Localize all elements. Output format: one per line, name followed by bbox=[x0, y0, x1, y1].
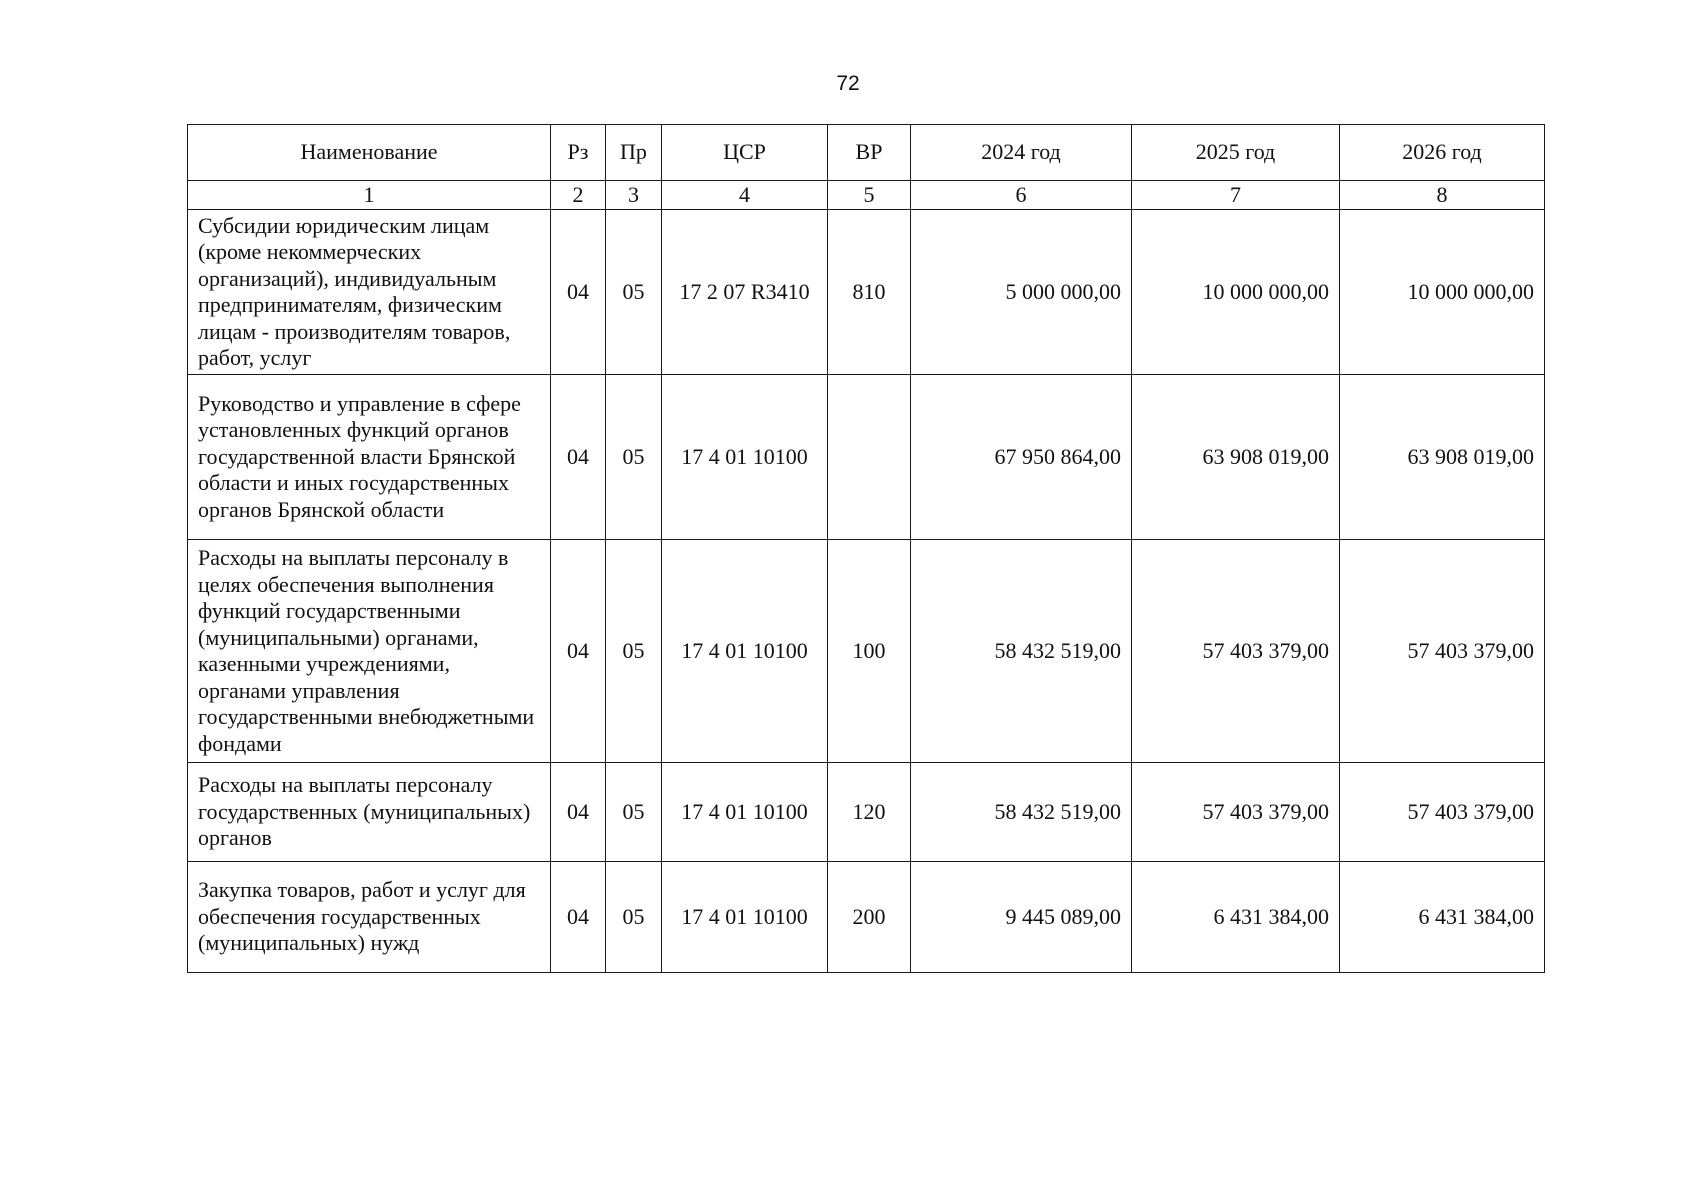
column-header-vr: ВР bbox=[828, 125, 911, 181]
row-rz: 04 bbox=[551, 862, 606, 973]
row-amount-2024: 9 445 089,00 bbox=[911, 862, 1132, 973]
row-rz: 04 bbox=[551, 375, 606, 540]
column-index: 2 bbox=[551, 181, 606, 210]
column-index-row bbox=[188, 181, 1545, 210]
table-row bbox=[188, 540, 1545, 763]
column-header-2026: 2026 год bbox=[1340, 125, 1545, 181]
column-index: 5 bbox=[828, 181, 911, 210]
row-amount-2025: 6 431 384,00 bbox=[1132, 862, 1340, 973]
row-csr: 17 4 01 10100 bbox=[662, 862, 828, 973]
column-index: 1 bbox=[188, 181, 551, 210]
row-amount-2026: 57 403 379,00 bbox=[1340, 540, 1545, 763]
row-amount-2025: 57 403 379,00 bbox=[1132, 763, 1340, 862]
column-index: 4 bbox=[662, 181, 828, 210]
row-amount-2024: 58 432 519,00 bbox=[911, 763, 1132, 862]
row-amount-2025: 57 403 379,00 bbox=[1132, 540, 1340, 763]
row-amount-2026: 57 403 379,00 bbox=[1340, 763, 1545, 862]
row-csr: 17 4 01 10100 bbox=[662, 763, 828, 862]
row-amount-2024: 5 000 000,00 bbox=[911, 210, 1132, 375]
column-index: 8 bbox=[1340, 181, 1545, 210]
row-csr: 17 4 01 10100 bbox=[662, 540, 828, 763]
page-number: 72 bbox=[836, 72, 860, 95]
row-pr: 05 bbox=[606, 763, 662, 862]
row-amount-2026: 10 000 000,00 bbox=[1340, 210, 1545, 375]
column-header-2024: 2024 год bbox=[911, 125, 1132, 181]
column-index: 6 bbox=[911, 181, 1132, 210]
row-csr: 17 2 07 R3410 bbox=[662, 210, 828, 375]
row-vr: 810 bbox=[828, 210, 911, 375]
row-vr: 200 bbox=[828, 862, 911, 973]
budget-table bbox=[187, 124, 1545, 973]
row-amount-2026: 63 908 019,00 bbox=[1340, 375, 1545, 540]
row-amount-2025: 63 908 019,00 bbox=[1132, 375, 1340, 540]
row-amount-2026: 6 431 384,00 bbox=[1340, 862, 1545, 973]
column-header-csr: ЦСР bbox=[662, 125, 828, 181]
table-row bbox=[188, 763, 1545, 862]
row-vr bbox=[828, 375, 911, 540]
table-row bbox=[188, 375, 1545, 540]
column-header-rz: Рз bbox=[551, 125, 606, 181]
table-row bbox=[188, 862, 1545, 973]
row-vr: 100 bbox=[828, 540, 911, 763]
row-rz: 04 bbox=[551, 763, 606, 862]
row-pr: 05 bbox=[606, 540, 662, 763]
row-pr: 05 bbox=[606, 862, 662, 973]
column-header-pr: Пр bbox=[606, 125, 662, 181]
column-index: 7 bbox=[1132, 181, 1340, 210]
row-name: Расходы на выплаты персоналу государственных (муниципальных) органов bbox=[188, 763, 551, 862]
row-csr: 17 4 01 10100 bbox=[662, 375, 828, 540]
row-pr: 05 bbox=[606, 375, 662, 540]
column-header-2025: 2025 год bbox=[1132, 125, 1340, 181]
table-row bbox=[188, 210, 1545, 375]
table-header-row bbox=[188, 125, 1545, 181]
row-name: Субсидии юридическим лицам (кроме некоммерческих организаций), индивидуальным предпринимателям, физическим лицам - производителям товаров, работ, услуг bbox=[188, 210, 551, 375]
row-amount-2024: 67 950 864,00 bbox=[911, 375, 1132, 540]
row-name: Руководство и управление в сфере установленных функций органов государственной власти Брянской области и иных государственных органов Брянской области bbox=[188, 375, 551, 540]
row-pr: 05 bbox=[606, 210, 662, 375]
row-vr: 120 bbox=[828, 763, 911, 862]
row-rz: 04 bbox=[551, 540, 606, 763]
row-amount-2025: 10 000 000,00 bbox=[1132, 210, 1340, 375]
column-header-name: Наименование bbox=[188, 125, 551, 181]
row-rz: 04 bbox=[551, 210, 606, 375]
row-name: Закупка товаров, работ и услуг для обеспечения государственных (муниципальных) нужд bbox=[188, 862, 551, 973]
row-amount-2024: 58 432 519,00 bbox=[911, 540, 1132, 763]
row-name: Расходы на выплаты персоналу в целях обеспечения выполнения функций государственными (муниципальными) органами, казенными учреждениями, органами управления государственными внебюджетными фондами bbox=[188, 540, 551, 763]
column-index: 3 bbox=[606, 181, 662, 210]
